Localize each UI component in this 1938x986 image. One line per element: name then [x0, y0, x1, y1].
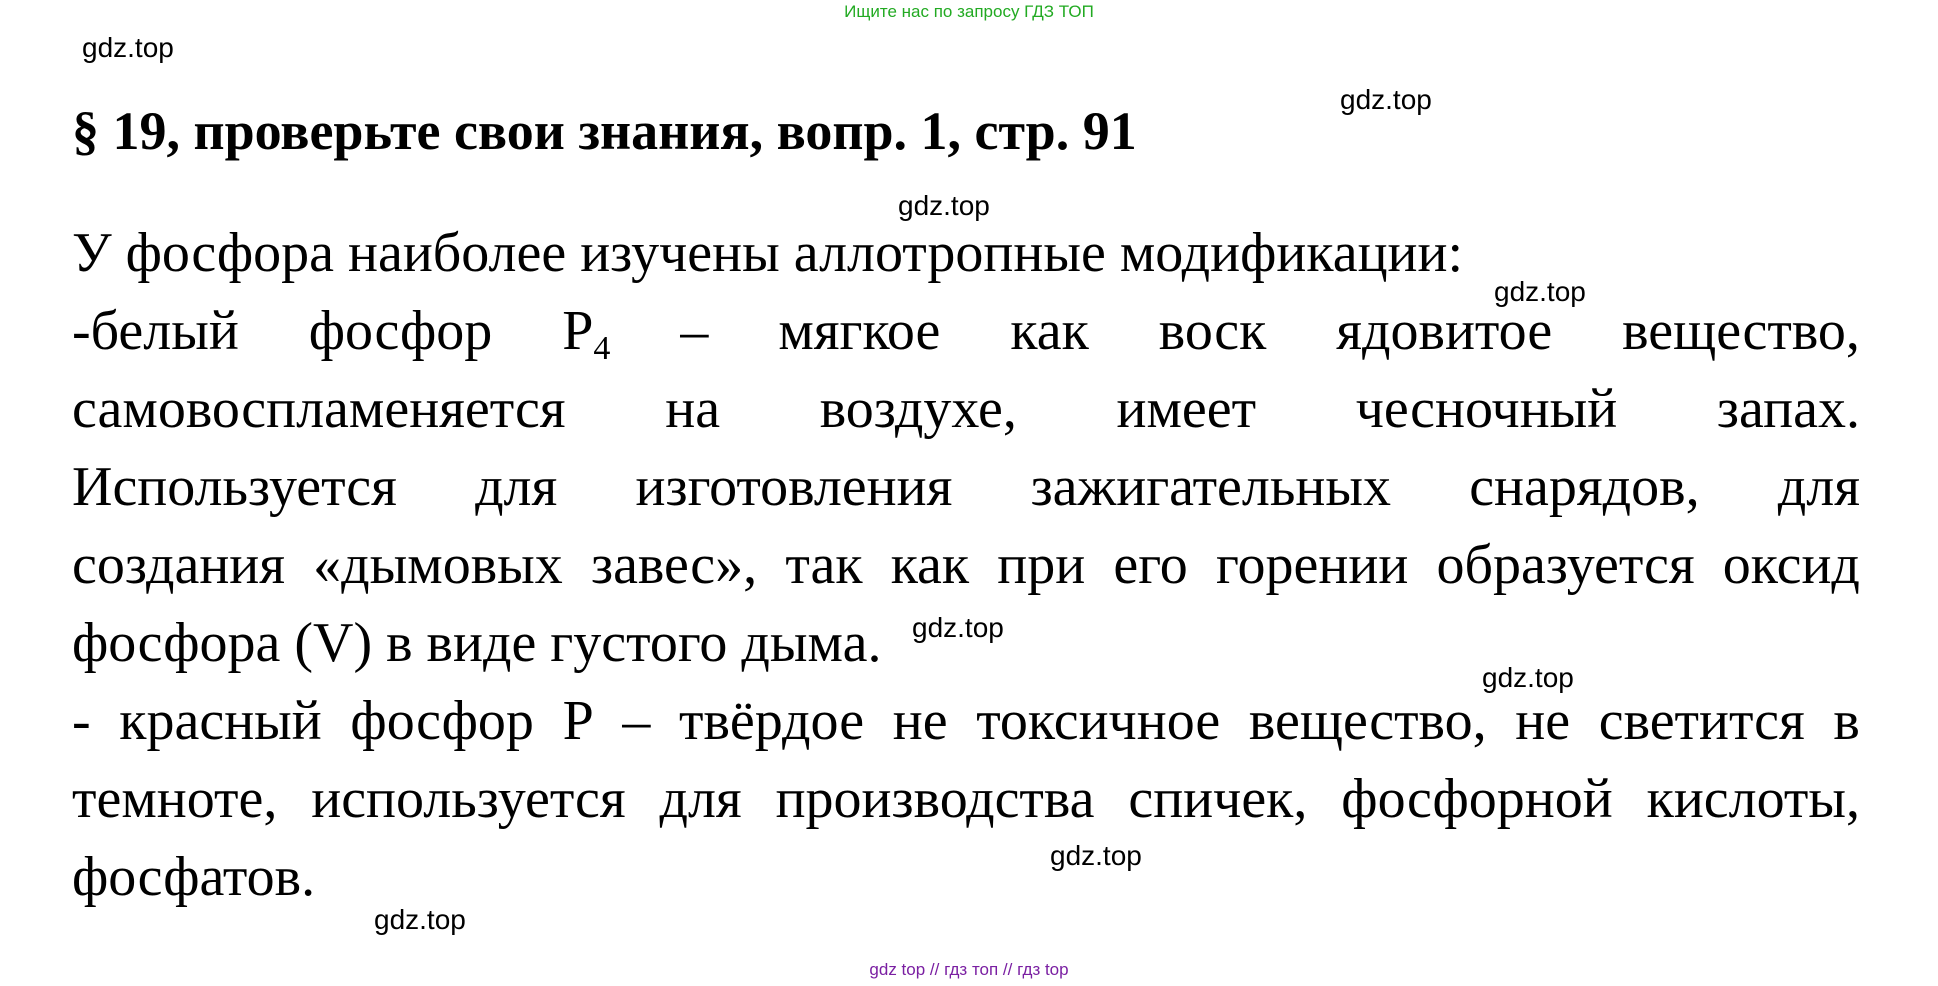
watermark: gdz.top: [898, 190, 990, 221]
word: фосфорной: [1341, 768, 1613, 830]
word: не: [1515, 690, 1571, 752]
word: так: [785, 534, 863, 596]
text-line-2: [72, 298, 1860, 367]
top-banner[interactable]: Ищите нас по запросу ГДЗ ТОП: [844, 2, 1094, 21]
word: -: [72, 690, 91, 752]
word: чесночный: [1355, 378, 1618, 440]
word: создания: [72, 534, 286, 596]
watermark: gdz.top: [1482, 662, 1574, 693]
formula-subscript: 4: [593, 330, 611, 367]
word: –: [680, 300, 709, 362]
word: Используется: [72, 456, 397, 518]
formula-symbol: P: [562, 300, 594, 362]
word: -белый: [72, 300, 239, 362]
word: имеет: [1116, 378, 1257, 440]
word: светится: [1598, 690, 1805, 752]
watermark: gdz.top: [912, 612, 1004, 643]
word: токсичное: [976, 690, 1221, 752]
word: не: [892, 690, 948, 752]
word: спичек,: [1128, 768, 1308, 830]
word: кислоты,: [1646, 768, 1860, 830]
word: воздухе,: [819, 378, 1017, 440]
word: –: [622, 690, 651, 752]
footer-links[interactable]: gdz top // гдз топ // гдз top: [869, 960, 1069, 979]
word: образуется: [1436, 534, 1695, 596]
word: его: [1113, 534, 1188, 596]
word: на: [665, 378, 721, 440]
word: фосфор: [350, 690, 534, 752]
word: ядовитое: [1336, 300, 1553, 362]
watermark: gdz.top: [1494, 276, 1586, 307]
word: фосфор: [308, 300, 493, 362]
word: запах.: [1716, 378, 1860, 440]
word: темноте,: [72, 768, 278, 830]
text-line-9: фосфатов.: [72, 846, 316, 908]
text-line-4: [72, 454, 1860, 520]
text-line-6: фосфора (V) в виде густого дыма.: [72, 612, 882, 674]
word: мягкое: [778, 300, 941, 362]
page-title: § 19, проверьте свои знания, вопр. 1, стр. 91: [72, 101, 1137, 161]
text-line-7: [72, 688, 1860, 754]
word: красный: [119, 690, 322, 752]
word: «дымовых: [313, 534, 563, 596]
word: для: [475, 456, 558, 518]
word: вещество,: [1622, 300, 1860, 362]
word: как: [1010, 300, 1089, 362]
word: в: [1833, 690, 1860, 752]
word: P: [562, 690, 594, 752]
word: для: [1777, 456, 1860, 518]
text-line-8: [72, 766, 1860, 832]
watermark: gdz.top: [1340, 84, 1432, 115]
word: как: [890, 534, 970, 596]
formula-p4: [562, 298, 611, 367]
word: твёрдое: [679, 690, 865, 752]
word: горении: [1215, 534, 1409, 596]
text-line-1: У фосфора наиболее изучены аллотропные модификации:: [72, 222, 1464, 284]
watermark: gdz.top: [1050, 840, 1142, 871]
word: самовоспламеняется: [72, 378, 566, 440]
word: вещество,: [1248, 690, 1487, 752]
word: производства: [775, 768, 1095, 830]
word: завес»,: [590, 534, 758, 596]
word: при: [997, 534, 1086, 596]
word: воск: [1158, 300, 1267, 362]
word: изготовления: [635, 456, 953, 518]
word: для: [659, 768, 742, 830]
word: используется: [311, 768, 626, 830]
text-line-3: [72, 376, 1860, 442]
word: снарядов,: [1469, 456, 1700, 518]
watermark: gdz.top: [374, 904, 466, 935]
watermark: gdz.top: [82, 32, 174, 63]
word: оксид: [1722, 534, 1860, 596]
text-line-5: [72, 532, 1860, 598]
word: зажигательных: [1030, 456, 1391, 518]
